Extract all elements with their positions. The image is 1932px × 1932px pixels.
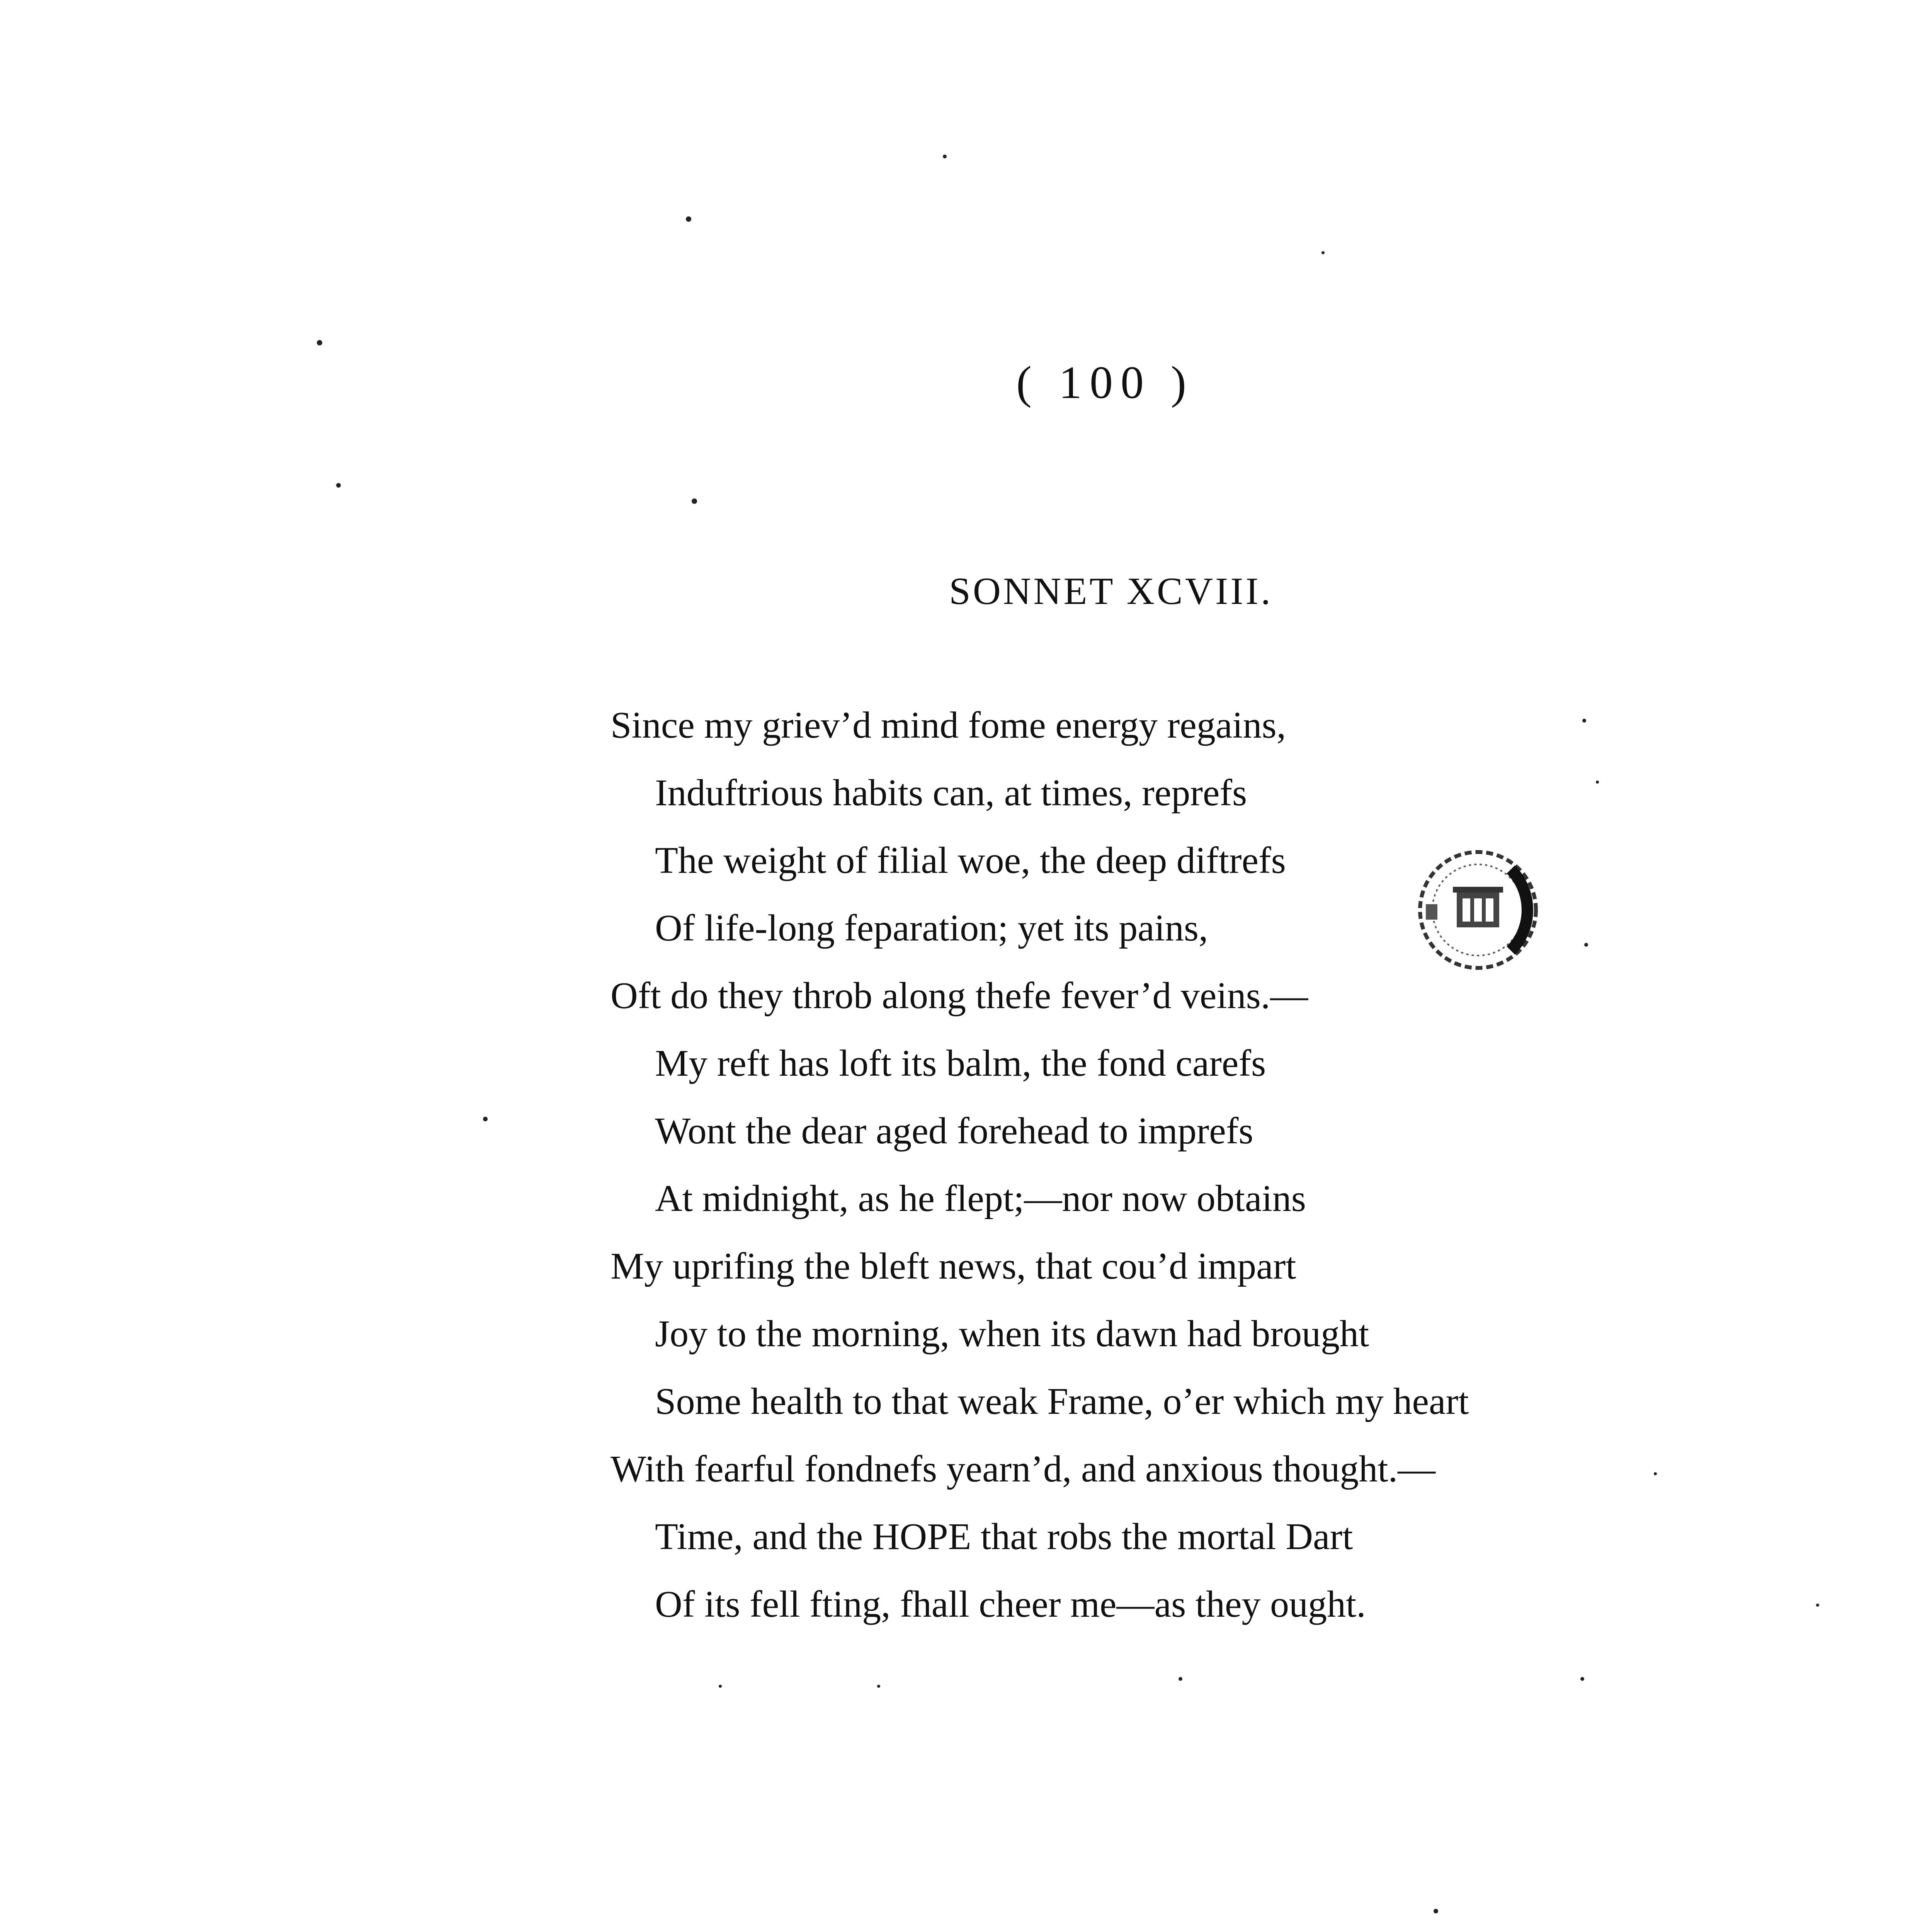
poem-line: Induftrious habits can, at times, reprefs: [655, 772, 1247, 814]
scan-speck: [692, 498, 697, 504]
scan-speck: [1582, 719, 1586, 723]
poem-line: Oft do they throb along thefe fever’d veins.—: [611, 975, 1308, 1017]
poem-line: Of its fell fting, fhall cheer me—as they ought.: [655, 1583, 1366, 1625]
poem-line: The weight of filial woe, the deep diftrefs: [655, 840, 1286, 881]
poem-line: With fearful fondnefs yearn’d, and anxious thought.—: [611, 1448, 1436, 1490]
scan-speck: [1596, 781, 1599, 784]
poem-line: Of life-long feparation; yet its pains,: [655, 907, 1208, 949]
scan-speck: [1434, 1909, 1438, 1913]
scan-speck: [1321, 251, 1325, 254]
library-stamp-icon: [1414, 846, 1542, 974]
scan-speck: [1584, 943, 1588, 947]
poem-line: Wont the dear aged forehead to imprefs: [655, 1110, 1253, 1152]
scan-speck: [1654, 1472, 1657, 1475]
scan-speck: [1580, 1677, 1584, 1681]
scan-speck: [317, 340, 322, 345]
scan-speck: [943, 155, 947, 158]
poem-line: My reft has loft its balm, the fond carefs: [655, 1043, 1266, 1084]
scan-speck: [686, 216, 691, 222]
poem-line: At midnight, as he flept;—nor now obtains: [655, 1178, 1306, 1219]
scan-speck: [719, 1685, 722, 1688]
scan-speck: [483, 1117, 488, 1121]
page-number: ( 100 ): [1016, 357, 1194, 408]
scan-speck: [1179, 1677, 1182, 1681]
scan-speck: [877, 1685, 880, 1688]
poem-line: Joy to the morning, when its dawn had brought: [655, 1313, 1369, 1355]
poem-line: Some health to that weak Frame, o’er which my heart: [655, 1381, 1469, 1422]
sonnet-title: SONNET XCVIII.: [949, 570, 1273, 612]
poem-line: Since my griev’d mind fome energy regains,: [611, 704, 1286, 746]
scan-speck: [336, 483, 341, 488]
poem-line: Time, and the HOPE that robs the mortal Dart: [655, 1516, 1353, 1558]
poem-line: My uprifing the bleft news, that cou’d impart: [611, 1245, 1296, 1287]
scan-speck: [1816, 1604, 1819, 1607]
sonnet-body: [611, 692, 1615, 1638]
